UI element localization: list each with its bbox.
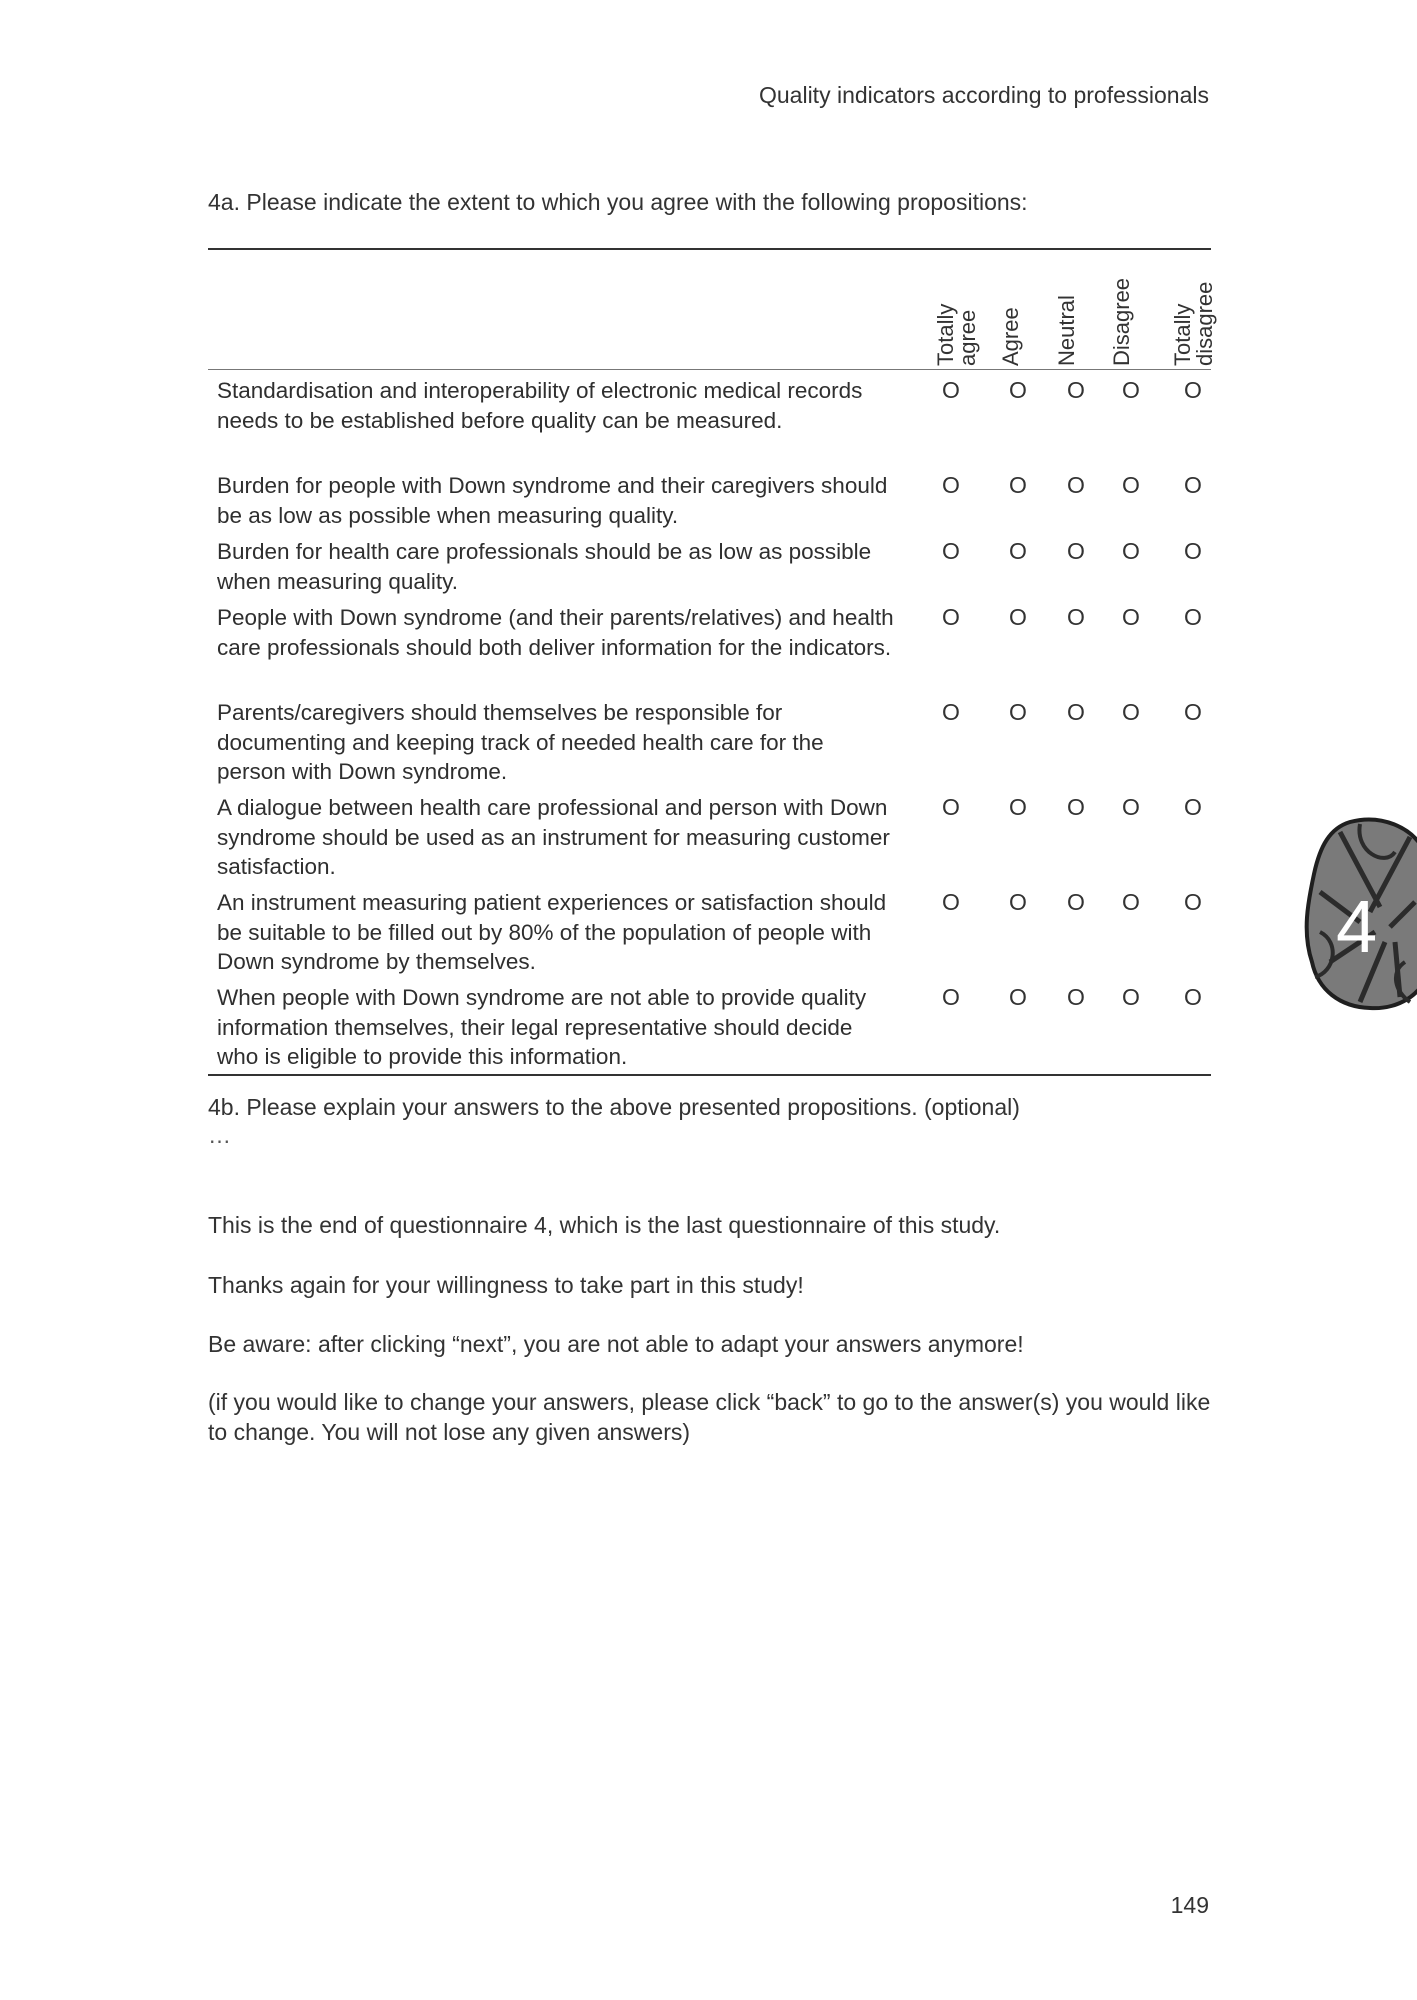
proposition-text: Standardisation and interoperability of electronic medical records needs to be established before quality can be measured.: [217, 378, 863, 433]
radio-agree[interactable]: O: [1009, 538, 1027, 564]
proposition-text: Burden for health care professionals should be as low as possible when measuring quality.: [217, 539, 872, 594]
radio-totally-agree[interactable]: O: [942, 377, 960, 403]
change-answers-text: (if you would like to change your answers, please click “back” to go to the answer(s) you would like to change. You will not lose any given answers): [208, 1389, 1211, 1445]
proposition-text: When people with Down syndrome are not able to provide quality information themselves, their legal representative should decide who is eligible to provide this information.: [217, 985, 867, 1069]
radio-neutral[interactable]: O: [1067, 889, 1085, 915]
column-header-totally-disagree: [1147, 262, 1217, 366]
radio-agree[interactable]: O: [1009, 794, 1027, 820]
radio-neutral[interactable]: O: [1067, 472, 1085, 498]
radio-disagree[interactable]: O: [1122, 472, 1140, 498]
proposition-text: An instrument measuring patient experiences or satisfaction should be suitable to be filled out by 80% of the population of people with Down syndrome by themselves.: [217, 890, 887, 974]
radio-neutral[interactable]: O: [1067, 794, 1085, 820]
radio-disagree[interactable]: O: [1122, 538, 1140, 564]
radio-neutral[interactable]: O: [1067, 377, 1085, 403]
table-header-rule: [208, 369, 1211, 370]
radio-agree[interactable]: O: [1009, 377, 1027, 403]
radio-agree[interactable]: O: [1009, 889, 1027, 915]
column-header-label: Disagree: [1109, 277, 1134, 366]
proposition-text: Parents/caregivers should themselves be responsible for documenting and keeping track of needed health care for the person with Down syndrome.: [217, 700, 824, 784]
radio-totally-agree[interactable]: O: [942, 889, 960, 915]
chapter-number: 4: [1336, 885, 1378, 968]
running-header: Quality indicators according to professionals: [758, 82, 1209, 108]
column-header-disagree: [1086, 262, 1136, 366]
radio-disagree[interactable]: O: [1122, 699, 1140, 725]
column-header-label: Totally agree: [933, 303, 980, 366]
radio-totally-disagree[interactable]: O: [1184, 699, 1202, 725]
radio-totally-disagree[interactable]: O: [1184, 984, 1202, 1010]
proposition-text: A dialogue between health care professional and person with Down syndrome should be used as an instrument for measuring customer satisfaction.: [217, 795, 890, 879]
radio-totally-disagree[interactable]: O: [1184, 604, 1202, 630]
radio-totally-disagree[interactable]: O: [1184, 472, 1202, 498]
column-header-label: Neutral: [1054, 295, 1079, 366]
radio-neutral[interactable]: O: [1067, 538, 1085, 564]
radio-agree[interactable]: O: [1009, 472, 1027, 498]
question-4b-title: 4b. Please explain your answers to the above presented propositions. (optional): [208, 1094, 1020, 1120]
radio-totally-agree[interactable]: O: [942, 472, 960, 498]
radio-disagree[interactable]: O: [1122, 984, 1140, 1010]
radio-totally-agree[interactable]: O: [942, 794, 960, 820]
column-header-totally-agree: [910, 262, 980, 366]
column-header-neutral: [1031, 262, 1081, 366]
page-number: 149: [1170, 1892, 1209, 1918]
radio-totally-agree[interactable]: O: [942, 699, 960, 725]
radio-neutral[interactable]: O: [1067, 699, 1085, 725]
chapter-badge-graphic: [1300, 812, 1417, 1017]
end-of-questionnaire-text: This is the end of questionnaire 4, which is the last questionnaire of this study.: [208, 1212, 1001, 1238]
radio-disagree[interactable]: O: [1122, 604, 1140, 630]
question-4b-answer-field[interactable]: …: [208, 1122, 231, 1148]
radio-totally-disagree[interactable]: O: [1184, 889, 1202, 915]
column-header-agree: [975, 262, 1025, 366]
column-header-label: Agree: [998, 307, 1023, 366]
proposition-text: People with Down syndrome (and their parents/relatives) and health care professionals should both deliver information for the indicators.: [217, 605, 894, 660]
radio-disagree[interactable]: O: [1122, 377, 1140, 403]
column-header-label: Totally disagree: [1170, 281, 1217, 366]
thanks-text: Thanks again for your willingness to take part in this study!: [208, 1272, 804, 1298]
chapter-badge: [1300, 812, 1417, 1017]
radio-agree[interactable]: O: [1009, 604, 1027, 630]
radio-totally-disagree[interactable]: O: [1184, 794, 1202, 820]
radio-disagree[interactable]: O: [1122, 794, 1140, 820]
radio-totally-disagree[interactable]: O: [1184, 377, 1202, 403]
table-top-rule: [208, 248, 1211, 250]
radio-neutral[interactable]: O: [1067, 604, 1085, 630]
radio-neutral[interactable]: O: [1067, 984, 1085, 1010]
radio-disagree[interactable]: O: [1122, 889, 1140, 915]
radio-totally-agree[interactable]: O: [942, 604, 960, 630]
question-4a-title: 4a. Please indicate the extent to which you agree with the following propositions:: [208, 189, 1028, 215]
table-bottom-rule: [208, 1074, 1211, 1076]
radio-agree[interactable]: O: [1009, 699, 1027, 725]
radio-totally-agree[interactable]: O: [942, 984, 960, 1010]
radio-agree[interactable]: O: [1009, 984, 1027, 1010]
warning-text: Be aware: after clicking “next”, you are not able to adapt your answers anymore!: [208, 1331, 1024, 1357]
proposition-text: Burden for people with Down syndrome and their caregivers should be as low as possible when measuring quality.: [217, 473, 888, 528]
radio-totally-disagree[interactable]: O: [1184, 538, 1202, 564]
radio-totally-agree[interactable]: O: [942, 538, 960, 564]
